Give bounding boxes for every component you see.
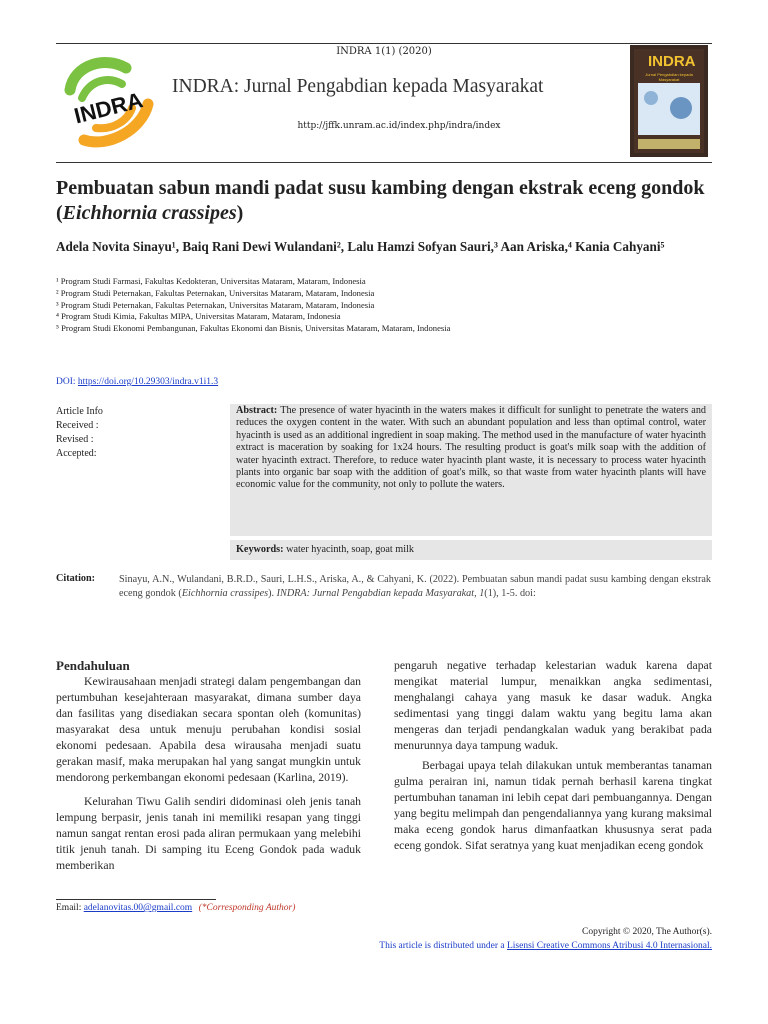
paragraph: pengaruh negative terhadap kelestarian waduk karena dapat mengikat material lumpur, menaikkan angka sedimentasi, menghalangi cahaya yang masuk ke dasar waduk. Angka sedimentasi yang tinggi dalam waktu yang begitu lama akan mengeras dan terjadi pendangkalan waduk yang berakibat pada menurunnya daya tampung waduk. [394,659,712,752]
doi-label: DOI: [56,377,76,387]
body-left-column [56,658,361,874]
top-rule [56,43,712,44]
affiliation-1: ¹ Program Studi Farmasi, Fakultas Kedokteran, Universitas Mataram, Mataram, Indonesia [56,276,366,286]
doi-link[interactable]: https://doi.org/10.29303/indra.v1i1.3 [77,377,219,387]
license-line: This article is distributed under a Lisensi Creative Commons Atribusi 4.0 Internasional. [379,941,712,951]
article-info [56,405,103,461]
author-list: Adela Novita Sinayu¹, Baiq Rani Dewi Wulandani², Lalu Hamzi Sofyan Sauri,³ Aan Ariska,⁴ Kania Cahyani⁵ [56,239,665,254]
body-right-column [394,658,712,854]
journal-title: INDRA: Jurnal Pengabdian kepada Masyarakat [172,76,544,97]
paragraph: Kelurahan Tiwu Galih sendiri didominasi oleh jenis tanah lempung berpasir, jenis tanah ini memiliki resapan yang tinggi namun sangat rentan erosi pada aliran permukaan yang melebihi titik jenuh tanah. Di samping itu Eceng Gondok pada waduk memberikan [56,795,361,872]
copyright-block [379,925,712,953]
affiliation-4: ⁴ Program Studi Kimia, Fakultas MIPA, Universitas Mataram, Mataram, Indonesia [56,311,341,321]
keywords-label: Keywords: [236,544,284,555]
indra-logo [56,50,160,154]
article-info-heading: Article Info [56,406,103,417]
abstract-text: The presence of water hyacinth in the waters makes it difficult for sunlight to penetrate the waters and reduces the oxygen content in the water. With such an abundant population and less than optimal control, water hyacinth is used as an additional ingredient in soap making. The method used in the manufacture of water hyacinth extract is maceration by soaking for 1x24 hours. The resulting product is goat's milk soap with the addition of water hyacinth extract. Therefore, to reduce water hyacinth plant waste, it is necessary to process water hyacinth plants into organic bar soap with the addition of goat's milk, so that waste from water hyacinth plants will have economic value for the community, not only to pollute the waters. [236,405,707,491]
affiliation-2: ² Program Studi Peternakan, Fakultas Peternakan, Universitas Mataram, Mataram, Indonesia [56,288,375,298]
paragraph: Berbagai upaya telah dilakukan untuk memberantas tanaman gulma perairan ini, namun tidak pernah berhasil karena tingkat pertumbuhan tanaman ini lebih cepat dari pembuangannya. Dengan yang begitu melimpah dan pengendaliannya yang kurang maksimal maka eceng gondok harus dimanfaatkan khususnya serat pada eceng gondok. Sifat seratnya yang kuat menjadikan eceng gondok [394,759,712,852]
copyright: Copyright © 2020, The Author(s). [581,927,712,937]
keywords [236,544,414,555]
affiliation-5: ⁵ Program Studi Ekonomi Pembangunan, Fakultas Ekonomi dan Bisnis, Universitas Mataram, Mataram, Indonesia [56,323,451,333]
revised-label: Revised : [56,434,94,445]
email-label: Email: [56,903,82,913]
license-link[interactable]: Lisensi Creative Commons Atribusi 4.0 Internasional. [506,941,712,951]
citation-text: Sinayu, A.N., Wulandani, B.R.D., Sauri, L.H.S., Ariska, A., & Cahyani, K. (2022). Pembuatan sabun mandi padat susu kambing dengan ekstrak eceng gondok (Eichhornia crassipes). INDRA: Jurnal Pengabdian kepada Masyarakat, 1(1), 1-5. doi: [119,574,711,599]
paper-title: Pembuatan sabun mandi padat susu kambing dengan ekstrak eceng gondok (Eichhornia crassipes) [56,177,705,224]
paragraph: Kewirausahaan menjadi strategi dalam pengembangan dan pertumbuhan kesejahteraan masyarakat, dimana sumber daya dan fasilitas yang disediakan secara spontan oleh (komunitas) masyarakat desa untuk menuju perubahan kondisi sosial ekonomi pedesaan. Apabila desa wirausaha menjadi suatu gerakan masif, maka merupakan hal yang sangat mungkin untuk mendorong perkembangan ekonomi pedesaan (Karlina, 2019). [56,675,361,784]
section-heading: Pendahuluan [56,658,130,673]
affiliation-3: ³ Program Studi Peternakan, Fakultas Peternakan, Universitas Mataram, Mataram, Indonesia [56,300,375,310]
email-line [56,903,295,913]
issue-label: INDRA 1(1) (2020) [336,46,432,57]
doi-line [56,377,218,387]
journal-cover [630,45,708,157]
logo-text: INDRA [71,87,146,129]
email-link[interactable]: adelanovitas.00@gmail.com [83,903,193,913]
abstract-label: Abstract: [236,405,278,416]
citation-label: Citation: [56,573,96,584]
keywords-text: water hyacinth, soap, goat milk [286,544,414,555]
journal-url[interactable]: http://jffk.unram.ac.id/index.php/indra/index [297,121,501,131]
title-species: Eichhornia crassipes [62,202,237,224]
header-rule [56,162,712,163]
received-label: Received : [56,420,99,431]
cover-subtitle: Jurnal Pengabdian kepada Masyarakat [645,72,693,82]
accepted-label: Accepted: [56,448,97,459]
footnote-rule [56,899,216,900]
cover-title: INDRA [648,53,696,70]
corresponding-note: (*Corresponding Author) [198,903,296,913]
abstract [236,405,706,492]
